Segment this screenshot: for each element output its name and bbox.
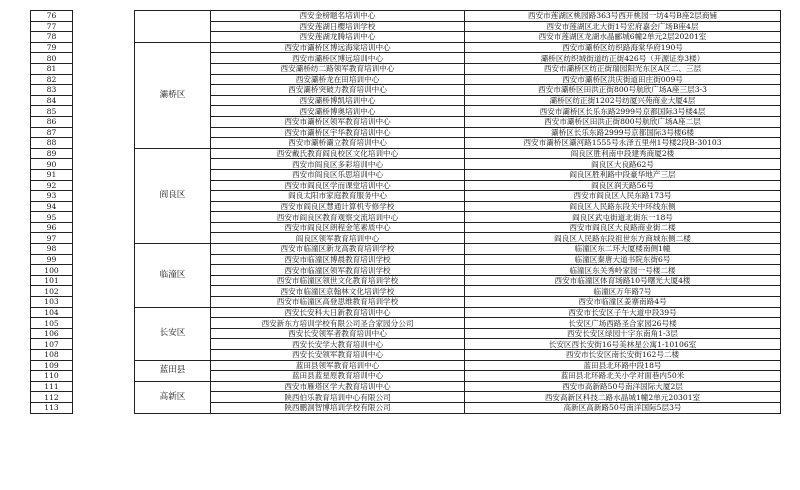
row-number: 89 (31, 148, 73, 159)
institution-name: 西安市阎良区多彩培训中心 (211, 159, 465, 170)
row-number: 102 (31, 286, 73, 297)
institution-name: 西安新东方培训学校有限公司圣合家园分公司 (211, 318, 465, 329)
institution-address: 西安市灞桥区纺织路海棠华府190号 (465, 42, 781, 53)
row-number: 105 (31, 318, 73, 329)
table-row (31, 148, 781, 159)
blank-cell (73, 212, 135, 223)
blank-cell (73, 233, 135, 244)
institution-address: 阎良区大良路62号 (465, 159, 781, 170)
institution-name: 西安莲湖日樱培训学校 (211, 21, 465, 32)
blank-cell (73, 116, 135, 127)
institution-address: 阎良区人民路东段关中环线东侧 (465, 201, 781, 212)
table-body (31, 11, 781, 414)
blank-cell (73, 402, 135, 413)
blank-cell (73, 21, 135, 32)
row-number: 99 (31, 254, 73, 265)
row-number: 109 (31, 360, 73, 371)
blank-cell (73, 180, 135, 191)
institution-name: 西安灞桥博凯培训中心 (211, 95, 465, 106)
row-number: 78 (31, 32, 73, 43)
institution-address: 西安市阎良区大良路商业街二楼 (465, 222, 781, 233)
blank-cell (73, 381, 135, 392)
blank-cell (73, 42, 135, 53)
district-cell: 蓝田县 (135, 360, 211, 381)
blank-cell (73, 138, 135, 149)
row-number: 95 (31, 212, 73, 223)
row-number: 112 (31, 392, 73, 403)
row-number: 107 (31, 339, 73, 350)
institution-name: 西安灞桥纺二路领军教育培训中心 (211, 63, 465, 74)
training-institutions-table (30, 10, 781, 414)
blank-cell (73, 286, 135, 297)
institution-name: 西安莲湖龙腾培训中心 (211, 32, 465, 43)
institution-address: 阎良区胜利南中段建秀商厦2楼 (465, 148, 781, 159)
institution-address: 西安市莲湖区龙湖水晶郦城6幢2单元2层20201室 (465, 32, 781, 43)
blank-cell (73, 32, 135, 43)
institution-address: 西安市灞桥区洪庆街道田庄街009号 (465, 74, 781, 85)
row-number: 111 (31, 381, 73, 392)
blank-cell (73, 254, 135, 265)
row-number: 76 (31, 11, 73, 22)
institution-address: 西安高新区科技二路水晶城1幢2单元20301室 (465, 392, 781, 403)
institution-address: 阎良区胜利路中段豪华地产三层 (465, 169, 781, 180)
blank-cell (73, 328, 135, 339)
blank-cell (73, 222, 135, 233)
institution-address: 临潼区秦唐大道书院东街6号 (465, 254, 781, 265)
district-cell: 高新区 (135, 381, 211, 413)
row-number: 77 (31, 21, 73, 32)
institution-address: 西安市临潼区体育场路10号曙光大厦4楼 (465, 275, 781, 286)
row-number: 104 (31, 307, 73, 318)
row-number: 85 (31, 106, 73, 117)
row-number: 83 (31, 85, 73, 96)
blank-cell (73, 169, 135, 180)
blank-cell (73, 265, 135, 276)
district-cell: 长安区 (135, 307, 211, 360)
institution-name: 阎良太阳市家庭教育服务中心 (211, 191, 465, 202)
institution-address: 西安市灞桥区田洪正街800号航欣广场A座二层 (465, 116, 781, 127)
institution-name: 蓝田县领军教育培训中心 (211, 360, 465, 371)
district-cell-continued (135, 11, 211, 43)
institution-name: 西安市阎良区教育观察交流培训中心 (211, 212, 465, 223)
blank-cell (73, 350, 135, 361)
row-number: 98 (31, 244, 73, 255)
blank-cell (73, 201, 135, 212)
institution-address: 西安市长安区南长安街162号二楼 (465, 350, 781, 361)
row-number: 101 (31, 275, 73, 286)
row-number: 79 (31, 42, 73, 53)
institution-address: 高新区高新路50号南洋国际5层3号 (465, 402, 781, 413)
blank-cell (73, 74, 135, 85)
institution-address: 西安市莲湖区桃园路363号西开桃园一坊4号B座2层商铺 (465, 11, 781, 22)
row-number: 96 (31, 222, 73, 233)
institution-address: 长安区西长安街16号美林星公寓1-10106室 (465, 339, 781, 350)
district-cell: 阎良区 (135, 148, 211, 243)
institution-address: 灞桥区纺正街1202号纺厦兴苑商业大厦4层 (465, 95, 781, 106)
blank-cell (73, 244, 135, 255)
blank-cell (73, 339, 135, 350)
row-number: 108 (31, 350, 73, 361)
institution-name: 西安长安领军教育培训中心 (211, 350, 465, 361)
row-number: 103 (31, 297, 73, 308)
institution-address: 长安区广场西路圣合家园26号楼 (465, 318, 781, 329)
blank-cell (73, 106, 135, 117)
institution-name: 西安市阎良区朗程金笔素质中心 (211, 222, 465, 233)
institution-address: 临潼区东二环大厦楼南侧1幢 (465, 244, 781, 255)
blank-cell (73, 360, 135, 371)
blank-cell (73, 275, 135, 286)
institution-address: 西安市临潼区姜寨南路4号 (465, 297, 781, 308)
blank-cell (73, 371, 135, 382)
institution-name: 阎良区领军教育培训中心 (211, 233, 465, 244)
district-cell: 临潼区 (135, 244, 211, 308)
table-row (31, 42, 781, 53)
institution-address: 西安市灞桥区田洪正街800号航欣广场A座三层3-3 (465, 85, 781, 96)
institution-name: 西安市灞桥区博远海棠培训中心 (211, 42, 465, 53)
row-number: 100 (31, 265, 73, 276)
row-number: 88 (31, 138, 73, 149)
row-number: 92 (31, 180, 73, 191)
table-row (31, 11, 781, 22)
table-row (31, 381, 781, 392)
institution-name: 陕西鹏洞智博培训学校有限公司 (211, 402, 465, 413)
institution-name: 西安市临潼区新龙高教育培训学校 (211, 244, 465, 255)
row-number: 87 (31, 127, 73, 138)
blank-cell (73, 11, 135, 22)
institution-name: 西安市临潼区高登思维教育培训学校 (211, 297, 465, 308)
blank-cell (73, 159, 135, 170)
institution-address: 灞桥区长乐东路2999号京都国际3号楼6楼 (465, 127, 781, 138)
blank-cell (73, 297, 135, 308)
institution-address: 西安市灞桥区灞河路1555号永泽五里州1号楼2段B-30103 (465, 138, 781, 149)
row-number: 80 (31, 53, 73, 64)
institution-address: 阎良区润天路56号 (465, 180, 781, 191)
institution-name: 西安市临潼区博晨教育培训学校 (211, 254, 465, 265)
institution-address: 灞桥区纺织城街道纺正街426号（开源证券3楼） (465, 53, 781, 64)
row-number: 110 (31, 371, 73, 382)
institution-address: 西安市莲湖区北大街1号宏府嘉会广场B座4层 (465, 21, 781, 32)
table-row (31, 360, 781, 371)
institution-name: 西安市阎良区乐思培训中心 (211, 169, 465, 180)
institution-address: 西安市灞桥区长乐东路2999号京都国际3号楼4层 (465, 106, 781, 117)
institution-name: 西安市灞桥区领军教育培训中心 (211, 116, 465, 127)
institution-name: 西安市灞桥灞立教育培训中心 (211, 138, 465, 149)
institution-name: 西安长安科大日新教育培训中心 (211, 307, 465, 318)
row-number: 93 (31, 191, 73, 202)
row-number: 86 (31, 116, 73, 127)
row-number: 91 (31, 169, 73, 180)
blank-cell (73, 392, 135, 403)
institution-name: 西安市临潼区京翰林文化培训学校 (211, 286, 465, 297)
institution-name: 蓝田县蓝星原教育培训中心 (211, 371, 465, 382)
institution-name: 西安市灞桥区博远培训中心 (211, 53, 465, 64)
institution-address: 蓝田县北环路北关小学对面巷内50米 (465, 371, 781, 382)
institution-address: 临潼区东关秀岭家园一号楼二楼 (465, 265, 781, 276)
table-row (31, 307, 781, 318)
row-number: 84 (31, 95, 73, 106)
institution-address: 西安长安区绿园十字东南角1-3层 (465, 328, 781, 339)
institution-name: 西安长安领军者教育培训中心 (211, 328, 465, 339)
institution-address: 阎良区人民路东段祖世东方商城东侧二楼 (465, 233, 781, 244)
blank-cell (73, 63, 135, 74)
institution-name: 西安戴氏教育阎良校区文化培训中心 (211, 148, 465, 159)
row-number: 106 (31, 328, 73, 339)
row-number: 94 (31, 201, 73, 212)
institution-address: 西安市阎良区人民东路173号 (465, 191, 781, 202)
institution-name: 西安市雁塔区学大教育培训中心 (211, 381, 465, 392)
institution-name: 陕西伯乐教育培训中心有限公司 (211, 392, 465, 403)
blank-cell (73, 53, 135, 64)
institution-name: 西安市临潼区领世文化教育培训学校 (211, 275, 465, 286)
institution-name: 西安金榜题名培训中心 (211, 11, 465, 22)
blank-cell (73, 95, 135, 106)
row-number: 82 (31, 74, 73, 85)
institution-address: 蓝田县北环路中段18号 (465, 360, 781, 371)
blank-cell (73, 307, 135, 318)
institution-name: 西安长安学大教育培训中心 (211, 339, 465, 350)
district-cell: 灞桥区 (135, 42, 211, 148)
institution-name: 西安市阎良区慧通计算机专修学校 (211, 201, 465, 212)
institution-name: 西安灞桥博奥培训中心 (211, 106, 465, 117)
institution-name: 西安市灞桥区宇华教育培训中心 (211, 127, 465, 138)
row-number: 90 (31, 159, 73, 170)
institution-address: 西安市长安区子午大道中段39号 (465, 307, 781, 318)
blank-cell (73, 127, 135, 138)
institution-name: 西安市临潼区领军教育培训学校 (211, 265, 465, 276)
institution-name: 西安市阎良区学而课堂培训中心 (211, 180, 465, 191)
row-number: 113 (31, 402, 73, 413)
institution-address: 临潼区万年路7号 (465, 286, 781, 297)
institution-address: 阎良区武屯街道北街东一18号 (465, 212, 781, 223)
blank-cell (73, 85, 135, 96)
institution-name: 西安灞桥龙在田培训中心 (211, 74, 465, 85)
blank-cell (73, 148, 135, 159)
blank-cell (73, 191, 135, 202)
institution-name: 西安灞桥突破力教育培训中心 (211, 85, 465, 96)
row-number: 81 (31, 63, 73, 74)
table-row (31, 244, 781, 255)
row-number: 97 (31, 233, 73, 244)
institution-address: 西安市灞桥区纺正街瑞园阳光东区A区二、三层 (465, 63, 781, 74)
blank-cell (73, 318, 135, 329)
institution-address: 西安市高新路50号南洋国际大厦2层 (465, 381, 781, 392)
